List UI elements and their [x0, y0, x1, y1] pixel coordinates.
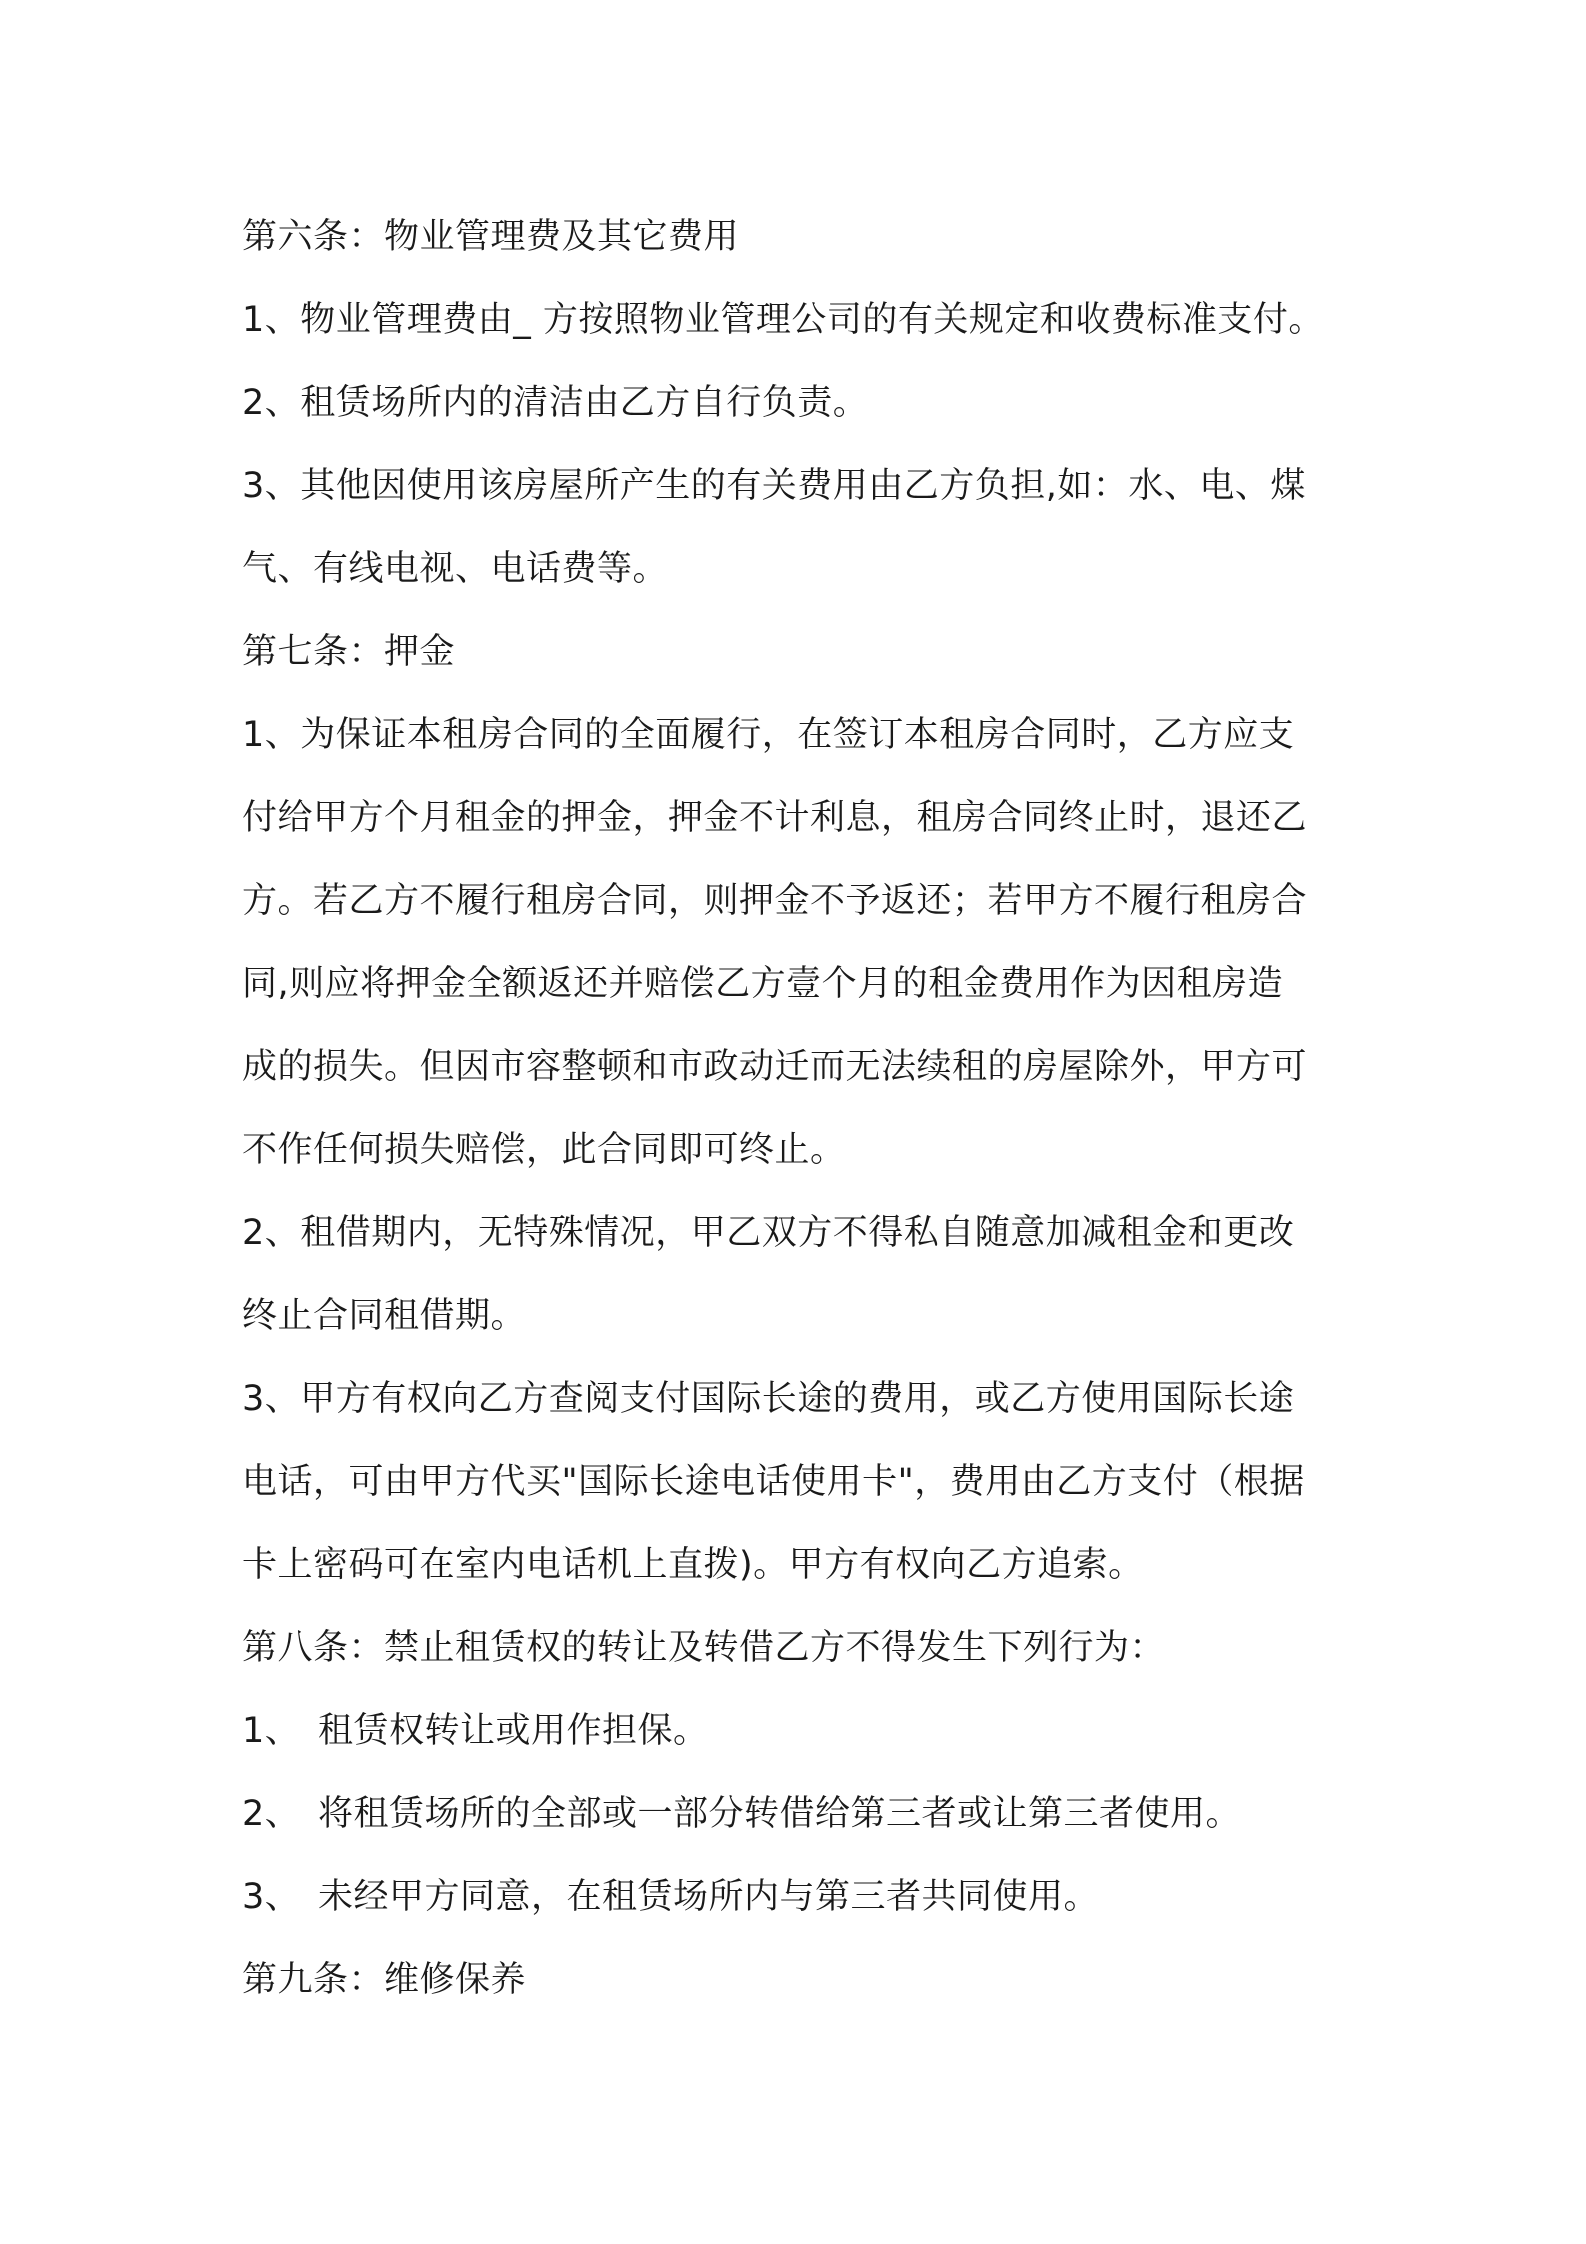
article-6-heading: 第六条：物业管理费及其它费用 — [242, 217, 740, 257]
article-6-clause-3-line-1: 3、其他因使用该房屋所产生的有关费用由乙方负担,如：水、电、煤 — [242, 466, 1306, 506]
article-7-clause-3-line-3: 卡上密码可在室内电话机上直拨)。甲方有权向乙方追索。 — [242, 1545, 1144, 1585]
article-8-item-3 — [242, 1856, 1362, 1939]
article-6-clause-2: 2、租赁场所内的清洁由乙方自行负责。 — [242, 383, 869, 423]
article-7-clause-3-line-2: 电话，可由甲方代买"国际长途电话使用卡"，费用由乙方支付（根据 — [242, 1462, 1305, 1502]
article-9-heading: 第九条：维修保养 — [242, 1960, 527, 2000]
article-8-item-2-text: 将租赁场所的全部或一部分转借给第三者或让第三者使用。 — [318, 1794, 1242, 1834]
article-8-item-1-text: 租赁权转让或用作担保。 — [318, 1711, 709, 1751]
article-7-clause-3-line-1: 3、甲方有权向乙方查阅支付国际长途的费用，或乙方使用国际长途 — [242, 1379, 1295, 1419]
article-7-clause-1-line-5: 成的损失。但因市容整顿和市政动迁而无法续租的房屋除外，甲方可 — [242, 1047, 1308, 1087]
article-6-clause-1: 1、物业管理费由_ 方按照物业管理公司的有关规定和收费标准支付。 — [242, 300, 1324, 340]
article-8-item-1-number: 1、 — [242, 1711, 301, 1751]
article-7-heading: 第七条：押金 — [242, 632, 456, 672]
article-8-item-2 — [242, 1773, 1362, 1856]
article-6-clause-3-line-2: 气、有线电视、电话费等。 — [242, 549, 669, 589]
article-7-clause-1-line-1: 1、为保证本租房合同的全面履行，在签订本租房合同时，乙方应支 — [242, 715, 1295, 755]
article-8-item-3-number: 3、 — [242, 1877, 301, 1917]
article-7-clause-1-line-4: 同,则应将押金全额返还并赔偿乙方壹个月的租金费用作为因租房造 — [242, 964, 1284, 1004]
contract-text — [242, 196, 1362, 2022]
article-7-clause-1-line-2: 付给甲方个月租金的押金，押金不计利息，租房合同终止时，退还乙 — [242, 798, 1308, 838]
article-8-item-2-number: 2、 — [242, 1794, 301, 1834]
article-7-clause-1-line-6: 不作任何损失赔偿，此合同即可终止。 — [242, 1130, 846, 1170]
article-8-heading: 第八条：禁止租赁权的转让及转借乙方不得发生下列行为： — [242, 1628, 1166, 1668]
article-7-clause-1-line-3: 方。若乙方不履行租房合同，则押金不予返还；若甲方不履行租房合 — [242, 881, 1308, 921]
article-8-item-1 — [242, 1690, 1362, 1773]
article-7-clause-2-line-1: 2、租借期内，无特殊情况，甲乙双方不得私自随意加减租金和更改 — [242, 1213, 1295, 1253]
article-8-item-3-text: 未经甲方同意，在租赁场所内与第三者共同使用。 — [318, 1877, 1100, 1917]
article-7-clause-2-line-2: 终止合同租借期。 — [242, 1296, 527, 1336]
